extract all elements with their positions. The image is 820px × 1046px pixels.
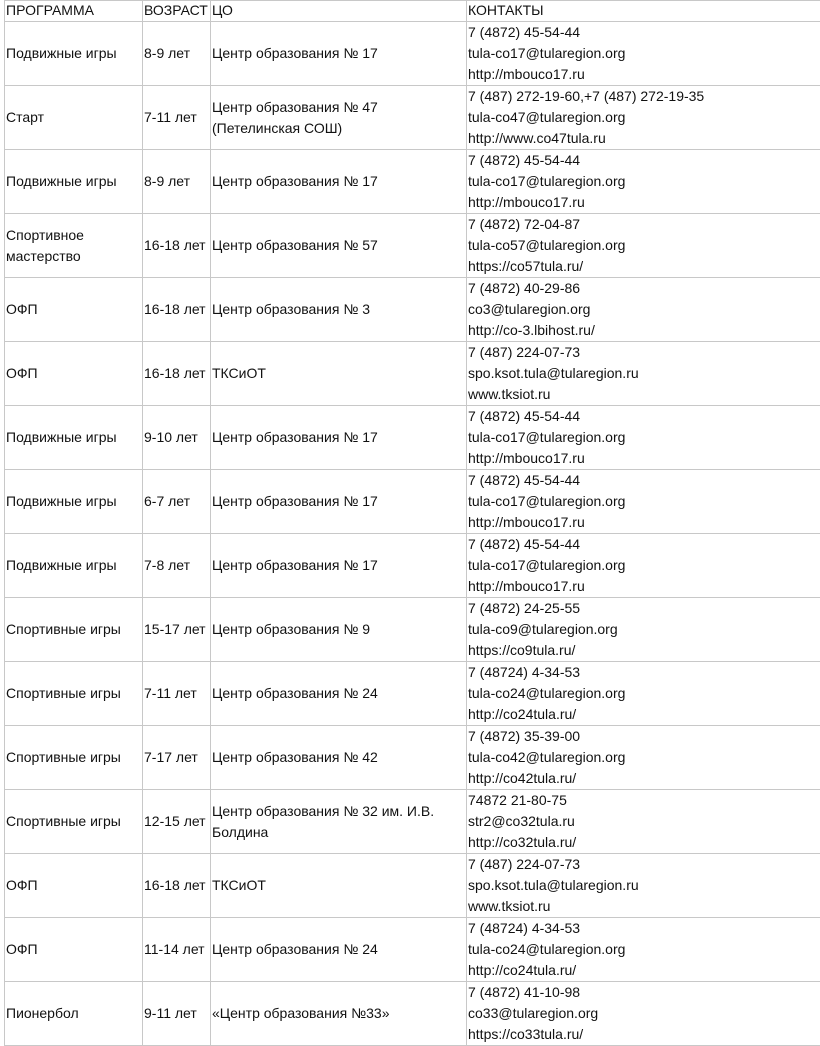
contact-email[interactable]: tula-co17@tularegion.org [468,171,820,192]
contact-phone: 7 (4872) 35-39-00 [468,726,820,747]
contact-phone: 7 (4872) 41-10-98 [468,982,820,1003]
cell-contacts [467,342,820,406]
contact-email[interactable]: spo.ksot.tula@tularegion.ru [468,875,820,896]
contact-phone: 7 (48724) 4-34-53 [468,918,820,939]
contact-phone: 7 (4872) 45-54-44 [468,406,820,427]
cell-contacts [467,278,820,342]
contact-site[interactable]: http://mbouco17.ru [468,64,820,85]
cell-age: 6-7 лет [143,470,211,534]
cell-org: Центр образования № 9 [211,598,467,662]
cell-age: 7-17 лет [143,726,211,790]
cell-contacts [467,598,820,662]
cell-org: «Центр образования №33» [211,982,467,1046]
contact-site[interactable]: http://co24tula.ru/ [468,704,820,725]
cell-org: Центр образования № 24 [211,662,467,726]
cell-program: Спортивное мастерство [5,214,143,278]
cell-org: Центр образования № 17 [211,406,467,470]
contact-email[interactable]: tula-co17@tularegion.org [468,43,820,64]
cell-contacts [467,918,820,982]
cell-program: Спортивные игры [5,598,143,662]
contact-site[interactable]: http://co42tula.ru/ [468,768,820,789]
contact-phone: 7 (4872) 45-54-44 [468,534,820,555]
cell-program: Подвижные игры [5,534,143,598]
contact-site[interactable]: http://mbouco17.ru [468,576,820,597]
cell-age: 8-9 лет [143,22,211,86]
contact-phone: 7 (4872) 45-54-44 [468,150,820,171]
programs-table [4,0,820,1046]
cell-org: Центр образования № 17 [211,534,467,598]
contact-site[interactable]: http://mbouco17.ru [468,448,820,469]
cell-program: ОФП [5,278,143,342]
cell-contacts [467,214,820,278]
cell-org: Центр образования № 57 [211,214,467,278]
contact-phone: 7 (4872) 72-04-87 [468,214,820,235]
header-program: ПРОГРАММА [5,1,143,22]
cell-org: Центр образования № 32 им. И.В. Болдина [211,790,467,854]
cell-age: 16-18 лет [143,278,211,342]
cell-org: ТКСиОТ [211,342,467,406]
table-row [5,726,820,790]
cell-age: 11-14 лет [143,918,211,982]
cell-org: Центр образования № 17 [211,22,467,86]
cell-age: 7-11 лет [143,662,211,726]
cell-contacts [467,790,820,854]
cell-program: Спортивные игры [5,726,143,790]
cell-program: Старт [5,86,143,150]
cell-program: Спортивные игры [5,790,143,854]
contact-email[interactable]: tula-co17@tularegion.org [468,427,820,448]
contact-site[interactable]: http://co24tula.ru/ [468,960,820,981]
table-row [5,150,820,214]
contact-phone: 7 (48724) 4-34-53 [468,662,820,683]
contact-phone: 7 (4872) 24-25-55 [468,598,820,619]
table-row [5,342,820,406]
contact-email[interactable]: tula-co17@tularegion.org [468,555,820,576]
contact-phone: 7 (487) 272-19-60,+7 (487) 272-19-35 [468,86,820,107]
cell-age: 16-18 лет [143,854,211,918]
table-row [5,918,820,982]
contact-email[interactable]: tula-co24@tularegion.org [468,939,820,960]
contact-phone: 7 (487) 224-07-73 [468,342,820,363]
table-row [5,598,820,662]
contact-phone: 7 (487) 224-07-73 [468,854,820,875]
contact-email[interactable]: co33@tularegion.org [468,1003,820,1024]
cell-org: Центр образования № 47 (Петелинская СОШ) [211,86,467,150]
contact-email[interactable]: spo.ksot.tula@tularegion.ru [468,363,820,384]
cell-program: Спортивные игры [5,662,143,726]
table-row [5,278,820,342]
cell-age: 12-15 лет [143,790,211,854]
contact-email[interactable]: co3@tularegion.org [468,299,820,320]
table-row [5,982,820,1046]
cell-age: 8-9 лет [143,150,211,214]
table-row [5,214,820,278]
cell-program: Подвижные игры [5,22,143,86]
cell-org: Центр образования № 3 [211,278,467,342]
table-row [5,534,820,598]
contact-site[interactable]: www.tksiot.ru [468,896,820,917]
contact-email[interactable]: tula-co42@tularegion.org [468,747,820,768]
cell-age: 7-8 лет [143,534,211,598]
cell-org: Центр образования № 17 [211,470,467,534]
header-row [5,1,820,22]
cell-contacts [467,150,820,214]
table-row [5,406,820,470]
cell-contacts [467,406,820,470]
cell-contacts [467,22,820,86]
cell-org: Центр образования № 17 [211,150,467,214]
contact-site[interactable]: https://co57tula.ru/ [468,256,820,277]
cell-contacts [467,470,820,534]
contact-site[interactable]: http://mbouco17.ru [468,512,820,533]
cell-program: ОФП [5,918,143,982]
cell-age: 9-11 лет [143,982,211,1046]
contact-site[interactable]: http://www.co47tula.ru [468,128,820,149]
contact-site[interactable]: http://co-3.lbihost.ru/ [468,320,820,341]
header-contacts: КОНТАКТЫ [467,1,820,22]
contact-site[interactable]: https://co9tula.ru/ [468,640,820,661]
cell-program: Подвижные игры [5,470,143,534]
contact-email[interactable]: tula-co57@tularegion.org [468,235,820,256]
cell-contacts [467,86,820,150]
table-row [5,790,820,854]
cell-age: 7-11 лет [143,86,211,150]
table-row [5,470,820,534]
contact-phone: 7 (4872) 45-54-44 [468,470,820,491]
contact-site[interactable]: http://co32tula.ru/ [468,832,820,853]
table-row [5,22,820,86]
cell-org: ТКСиОТ [211,854,467,918]
cell-org: Центр образования № 42 [211,726,467,790]
table-row [5,854,820,918]
header-org: ЦО [211,1,467,22]
cell-contacts [467,982,820,1046]
contact-phone: 7 (4872) 40-29-86 [468,278,820,299]
cell-program: Подвижные игры [5,406,143,470]
contact-site[interactable]: https://co33tula.ru/ [468,1024,820,1045]
cell-contacts [467,534,820,598]
table-row [5,662,820,726]
cell-contacts [467,662,820,726]
cell-contacts [467,726,820,790]
contact-phone: 74872 21-80-75 [468,790,820,811]
contact-email[interactable]: tula-co47@tularegion.org [468,107,820,128]
cell-program: Пионербол [5,982,143,1046]
contact-email[interactable]: tula-co17@tularegion.org [468,491,820,512]
contact-email[interactable]: str2@co32tula.ru [468,811,820,832]
cell-age: 15-17 лет [143,598,211,662]
cell-program: Подвижные игры [5,150,143,214]
contact-email[interactable]: tula-co24@tularegion.org [468,683,820,704]
cell-age: 16-18 лет [143,214,211,278]
contact-site[interactable]: http://mbouco17.ru [468,192,820,213]
table-row [5,86,820,150]
cell-program: ОФП [5,342,143,406]
contact-phone: 7 (4872) 45-54-44 [468,22,820,43]
cell-org: Центр образования № 24 [211,918,467,982]
cell-age: 16-18 лет [143,342,211,406]
cell-program: ОФП [5,854,143,918]
contact-email[interactable]: tula-co9@tularegion.org [468,619,820,640]
contact-site[interactable]: www.tksiot.ru [468,384,820,405]
cell-age: 9-10 лет [143,406,211,470]
cell-contacts [467,854,820,918]
header-age: ВОЗРАСТ [143,1,211,22]
